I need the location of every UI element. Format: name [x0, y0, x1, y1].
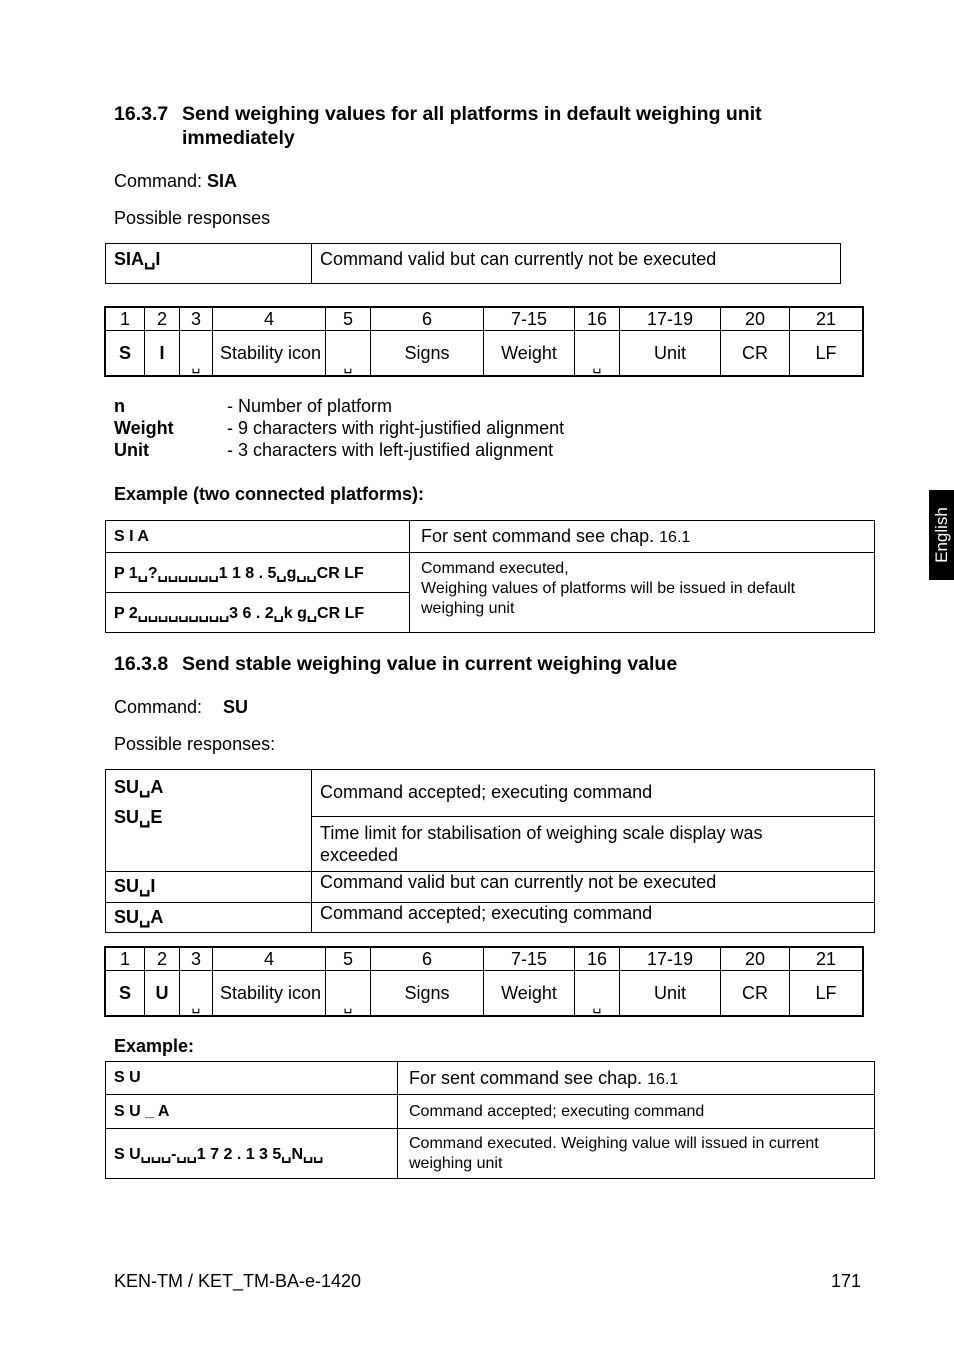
- format-header: 3: [180, 307, 213, 331]
- def-key: Unit: [114, 440, 149, 460]
- format-header: 2: [145, 307, 180, 331]
- format-table-sia: [104, 306, 864, 377]
- format-cell: Signs: [371, 971, 484, 1017]
- format-cell: Signs: [371, 331, 484, 377]
- section-number: 16.3.7: [114, 103, 169, 125]
- section-number: 16.3.8: [114, 653, 169, 675]
- example-title: Example:: [114, 1036, 195, 1056]
- format-cell: S: [105, 971, 145, 1017]
- command-value: SIA: [207, 171, 238, 191]
- format-cell: I: [145, 331, 180, 377]
- format-header: 20: [721, 307, 790, 331]
- section-title-line1: Send weighing values for all platforms in default weighing unit: [182, 103, 762, 125]
- format-header: 6: [371, 307, 484, 331]
- format-cell: Weight: [484, 331, 575, 377]
- def-key: Weight: [114, 418, 174, 438]
- example-code: S I A: [106, 521, 410, 553]
- command-value: SU: [223, 697, 249, 717]
- format-header: 5: [326, 947, 371, 971]
- format-header: 5: [326, 307, 371, 331]
- format-cell-stability: Stability icon: [213, 331, 326, 377]
- response-table-su: [105, 769, 875, 933]
- example-desc: Command executed, Weighing values of platforms will be issued in default weighing unit: [410, 553, 875, 633]
- format-header: 2: [145, 947, 180, 971]
- section-heading-16-3-7: [114, 102, 874, 150]
- example-desc: Command executed. Weighing value will issued in current weighing unit: [398, 1129, 875, 1179]
- format-header: 21: [790, 307, 864, 331]
- response-description: Command valid but can currently not be executed: [312, 872, 875, 903]
- section-title: Send stable weighing value in current weighing value: [182, 653, 678, 675]
- example-code: S U: [106, 1062, 398, 1095]
- language-tab: [929, 490, 954, 580]
- format-cell: Weight: [484, 971, 575, 1017]
- space-symbol: ␣: [326, 971, 371, 1017]
- space-symbol: ␣: [180, 971, 213, 1017]
- command-label: Command:: [114, 697, 203, 717]
- response-table-sia: [105, 243, 841, 284]
- possible-responses-label: Possible responses:: [114, 734, 276, 754]
- language-tab-label: English: [931, 507, 951, 563]
- format-table-su: [104, 946, 864, 1017]
- format-header: 6: [371, 947, 484, 971]
- example-code: S U _ A: [106, 1095, 398, 1129]
- format-header: 4: [213, 307, 326, 331]
- format-cell: LF: [790, 331, 864, 377]
- format-cell: CR: [721, 331, 790, 377]
- def-key: n: [114, 396, 125, 416]
- format-header: 21: [790, 947, 864, 971]
- format-header: 20: [721, 947, 790, 971]
- format-header: 3: [180, 947, 213, 971]
- format-cell: Unit: [620, 331, 721, 377]
- def-value: - Number of platform: [227, 396, 393, 416]
- format-header: 17-19: [620, 307, 721, 331]
- response-description: Time limit for stabilisation of weighing scale display was exceeded: [312, 817, 875, 872]
- response-description: Command accepted; executing command: [312, 903, 875, 933]
- response-code: SU␣A SU␣E: [106, 770, 312, 872]
- space-symbol: ␣: [180, 331, 213, 377]
- space-symbol: ␣: [575, 971, 620, 1017]
- response-description: Command accepted; executing command: [312, 770, 875, 817]
- section-title-line2: immediately: [182, 127, 295, 149]
- format-header: 1: [105, 947, 145, 971]
- format-cell: U: [145, 971, 180, 1017]
- format-header: 16: [575, 307, 620, 331]
- format-header: 17-19: [620, 947, 721, 971]
- example-code: P 1␣?␣␣␣␣␣␣1 1 8 . 5␣g␣␣CR LF: [106, 553, 410, 593]
- format-header: 7-15: [484, 947, 575, 971]
- example-title: Example (two connected platforms):: [114, 484, 425, 504]
- example-desc: For sent command see chap. 16.1: [398, 1062, 875, 1095]
- command-label: Command:: [114, 171, 203, 191]
- response-code: SIA␣I: [106, 244, 312, 284]
- format-cell: S: [105, 331, 145, 377]
- command-line: [114, 696, 248, 718]
- format-header: 16: [575, 947, 620, 971]
- response-code: SU␣A: [106, 903, 312, 933]
- response-description: Command valid but can currently not be executed: [312, 244, 841, 284]
- example-desc: Command accepted; executing command: [398, 1095, 875, 1129]
- space-symbol: ␣: [575, 331, 620, 377]
- footer-document-id: KEN-TM / KET_TM-BA-e-1420: [114, 1271, 362, 1291]
- format-cell: Unit: [620, 971, 721, 1017]
- example-table-su: [105, 1061, 875, 1179]
- command-line: [114, 170, 237, 192]
- example-code: P 2␣␣␣␣␣␣␣␣␣3 6 . 2␣k g␣CR LF: [106, 593, 410, 633]
- format-cell: CR: [721, 971, 790, 1017]
- format-header: 1: [105, 307, 145, 331]
- example-table-sia: [105, 520, 875, 633]
- possible-responses-label: Possible responses: [114, 208, 271, 228]
- def-value: - 9 characters with right-justified alignment: [227, 418, 565, 438]
- format-header: 7-15: [484, 307, 575, 331]
- example-desc: For sent command see chap. 16.1: [410, 521, 875, 553]
- response-code: SU␣I: [106, 872, 312, 903]
- format-header: 4: [213, 947, 326, 971]
- space-symbol: ␣: [326, 331, 371, 377]
- format-cell: LF: [790, 971, 864, 1017]
- format-cell-stability: Stability icon: [213, 971, 326, 1017]
- section-heading-16-3-8: [114, 652, 874, 676]
- def-value: - 3 characters with left-justified alignment: [227, 440, 554, 460]
- footer-page-number: 171: [831, 1271, 862, 1291]
- example-code: S U␣␣␣-␣␣1 7 2 . 1 3 5␣N␣␣: [106, 1129, 398, 1179]
